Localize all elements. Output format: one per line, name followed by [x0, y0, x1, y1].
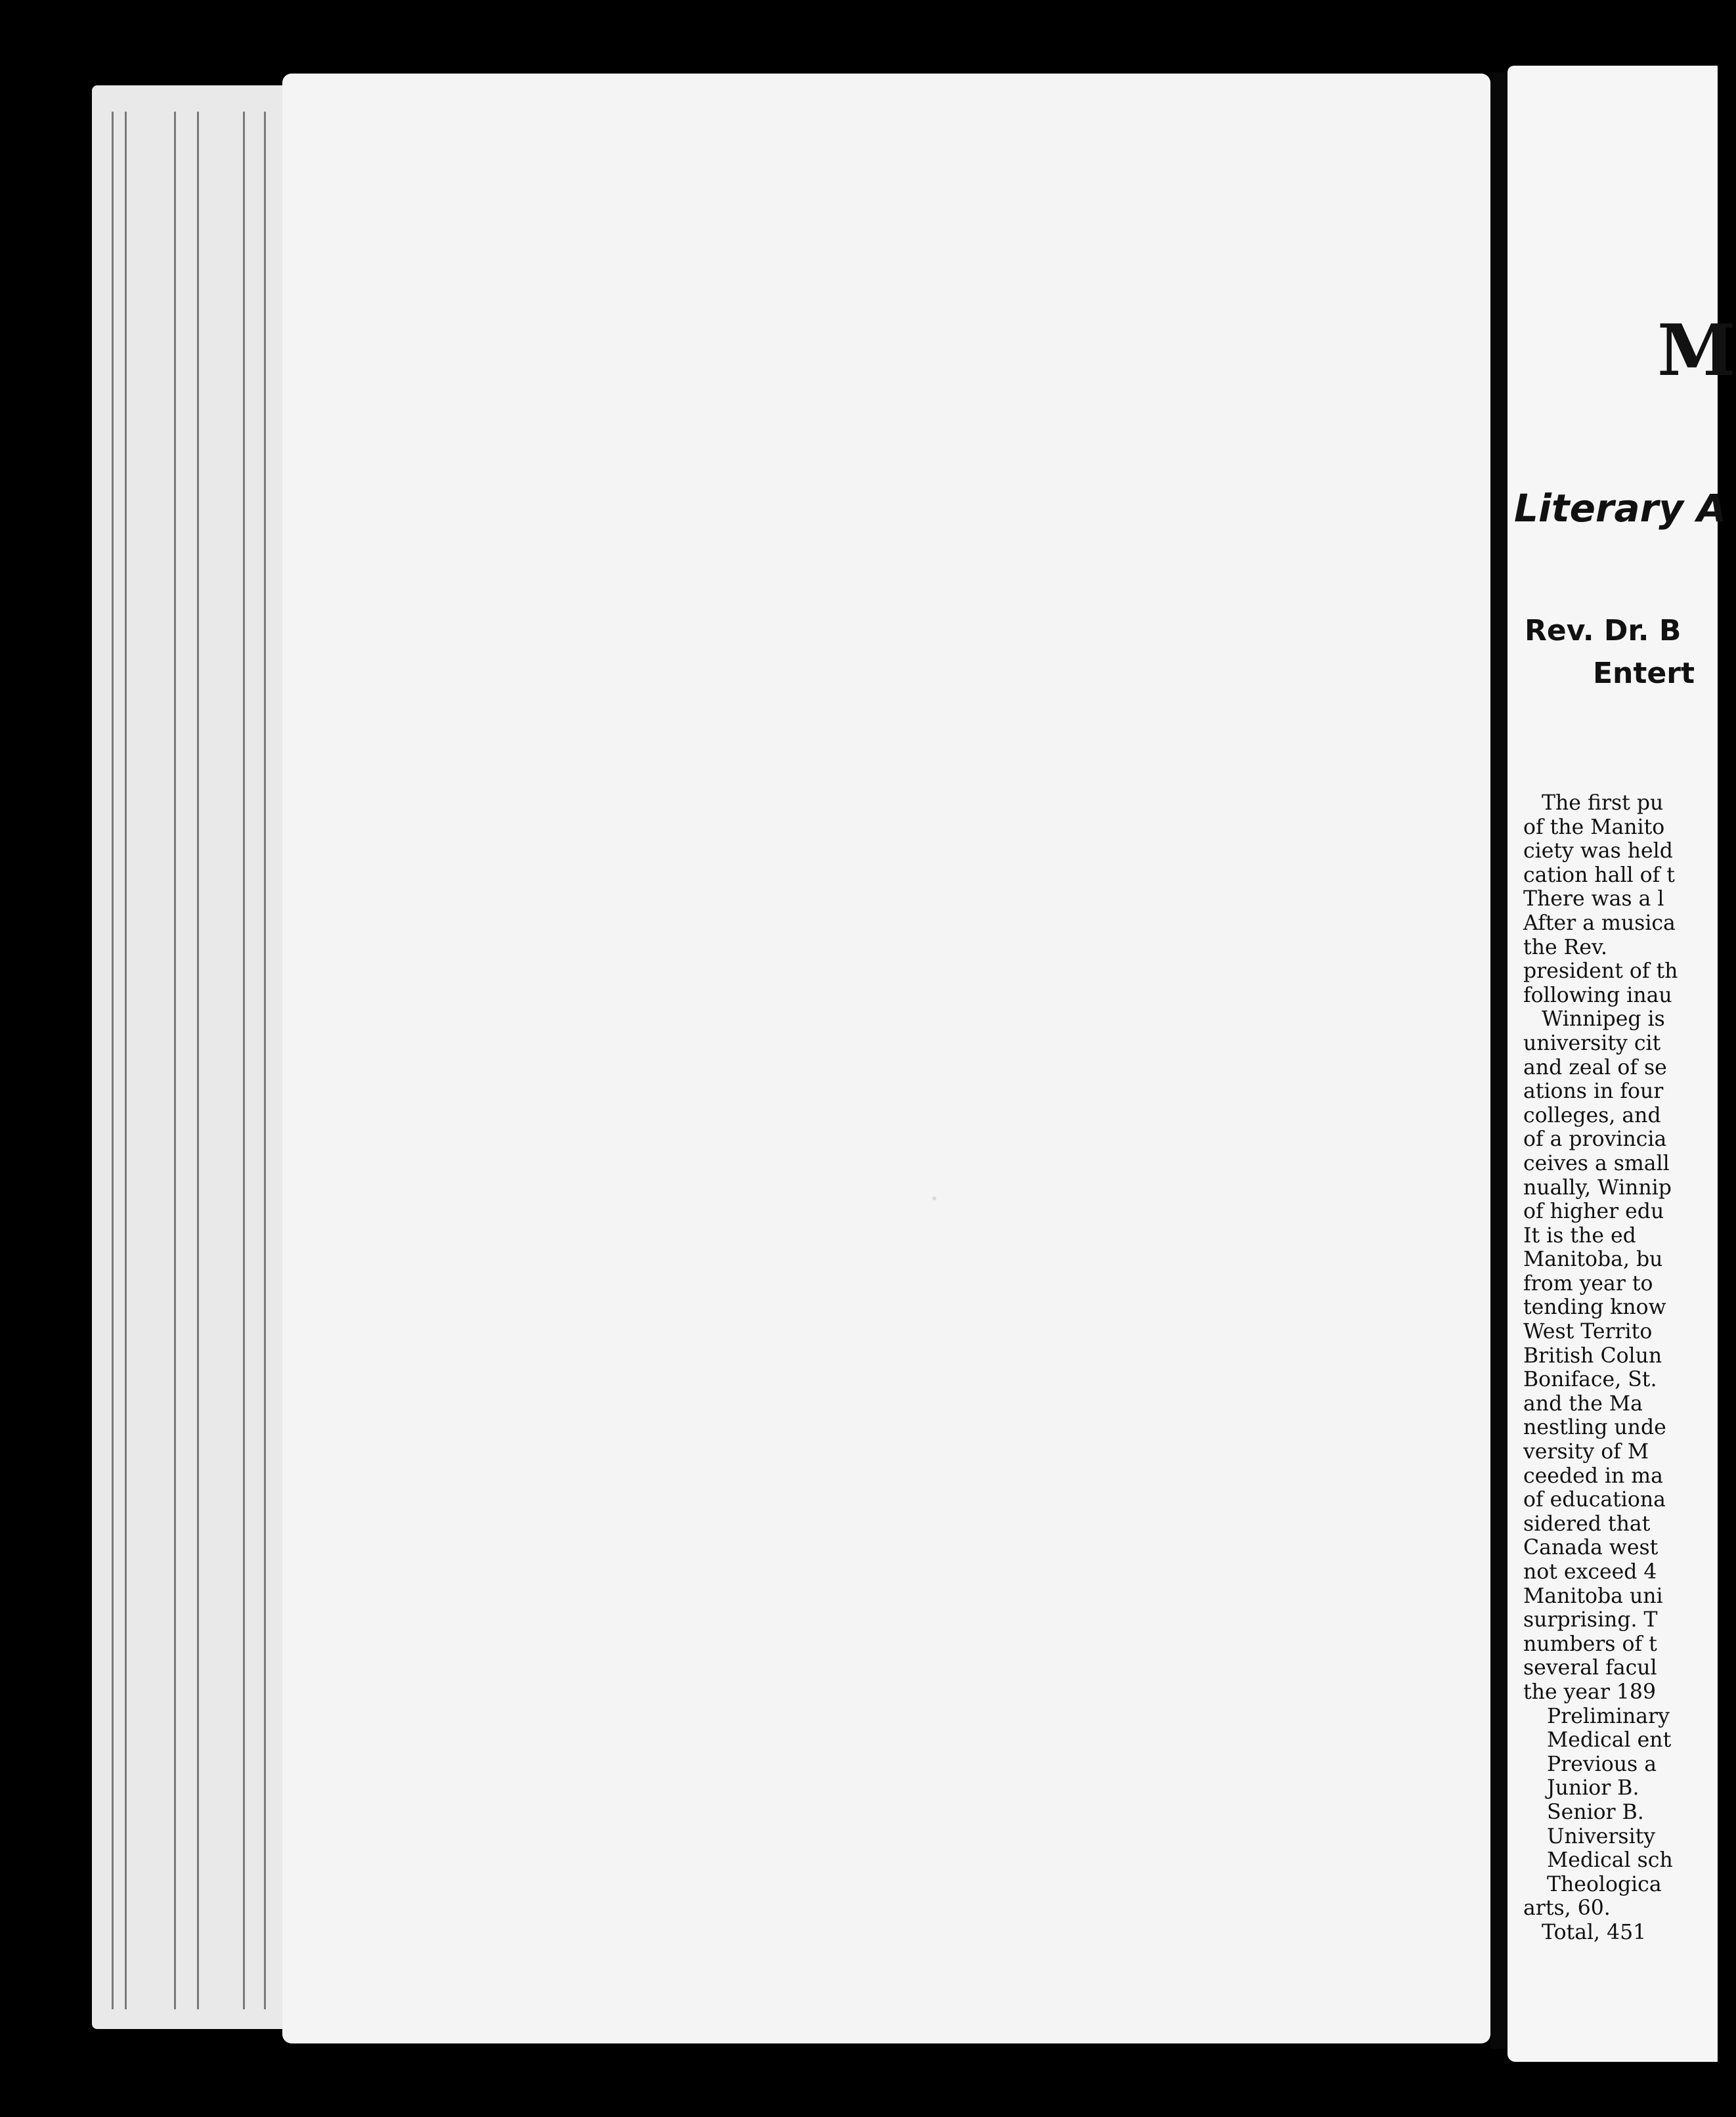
body-line: arts, 60. [1523, 1896, 1611, 1921]
body-line: not exceed 4 [1523, 1560, 1657, 1584]
body-line: ations in four [1523, 1080, 1664, 1104]
body-line: Manitoba uni [1523, 1584, 1663, 1608]
body-line: and the Ma [1523, 1391, 1643, 1416]
body-line: Total, 451 [1542, 1920, 1647, 1944]
body-line: sidered that [1523, 1512, 1651, 1536]
article-body [1523, 791, 1678, 1945]
body-line: Preliminary [1547, 1704, 1670, 1728]
body-line: president of th [1523, 959, 1678, 984]
body-line: Medical ent [1547, 1728, 1672, 1753]
body-line: of a provincia [1523, 1127, 1667, 1152]
byline-line: Entert [1593, 657, 1695, 690]
body-line: tending know [1523, 1296, 1666, 1320]
edge-line [264, 112, 266, 2009]
body-line: numbers of t [1523, 1632, 1657, 1656]
page-edges [92, 85, 289, 2029]
edge-line [125, 112, 127, 2009]
body-line: of higher edu [1523, 1200, 1664, 1224]
edge-line [243, 112, 245, 2009]
body-line: of educationa [1523, 1488, 1666, 1512]
body-line: ceeded in ma [1523, 1464, 1663, 1488]
body-line: nestling unde [1523, 1416, 1666, 1440]
body-line: cation hall of t [1523, 863, 1675, 887]
body-line: and zeal of se [1523, 1055, 1667, 1080]
body-line: university cit [1523, 1031, 1661, 1055]
body-line: ciety was held [1523, 839, 1673, 863]
body-line: colleges, and [1523, 1103, 1661, 1127]
body-line: of the Manito [1523, 815, 1665, 839]
right-page [1508, 66, 1736, 2062]
body-line: Winnipeg is [1542, 1007, 1665, 1032]
body-line: the year 189 [1523, 1680, 1657, 1704]
byline-line: Rev. Dr. B [1525, 614, 1682, 647]
body-line: several facul [1523, 1656, 1657, 1680]
body-line: The first pu [1542, 791, 1664, 815]
body-line: Medical sch [1547, 1848, 1673, 1873]
body-line: University [1547, 1824, 1656, 1848]
edge-line [197, 112, 199, 2009]
body-line: Junior B. [1547, 1776, 1639, 1801]
body-line: Previous a [1547, 1752, 1657, 1776]
paper-speck [932, 1196, 936, 1200]
book-gutter [1490, 72, 1508, 2049]
article-subtitle: Literary A [1514, 486, 1727, 531]
body-line: surprising. T [1523, 1608, 1658, 1632]
body-line: Senior B. [1547, 1800, 1644, 1824]
body-line: After a musica [1523, 911, 1676, 935]
body-line: There was a l [1523, 887, 1664, 911]
body-line: nually, Winnip [1523, 1175, 1672, 1200]
edge-line [174, 112, 176, 2009]
edge-line [112, 112, 114, 2009]
body-line: British Colun [1523, 1343, 1662, 1368]
body-line: Theologica [1547, 1872, 1662, 1896]
body-line: West Territo [1523, 1320, 1653, 1344]
body-line: from year to [1523, 1271, 1653, 1296]
article-title: M [1657, 309, 1736, 392]
body-line: versity of M [1523, 1440, 1649, 1464]
body-line: Canada west [1523, 1536, 1659, 1560]
body-line: ceives a small [1523, 1151, 1670, 1175]
body-line: It is the ed [1523, 1223, 1636, 1248]
body-line: Manitoba, bu [1523, 1248, 1663, 1272]
blank-left-page [282, 74, 1490, 2043]
body-line: following inau [1523, 983, 1672, 1007]
body-line: Boniface, St. [1523, 1368, 1657, 1392]
body-line: the Rev. [1523, 935, 1608, 959]
